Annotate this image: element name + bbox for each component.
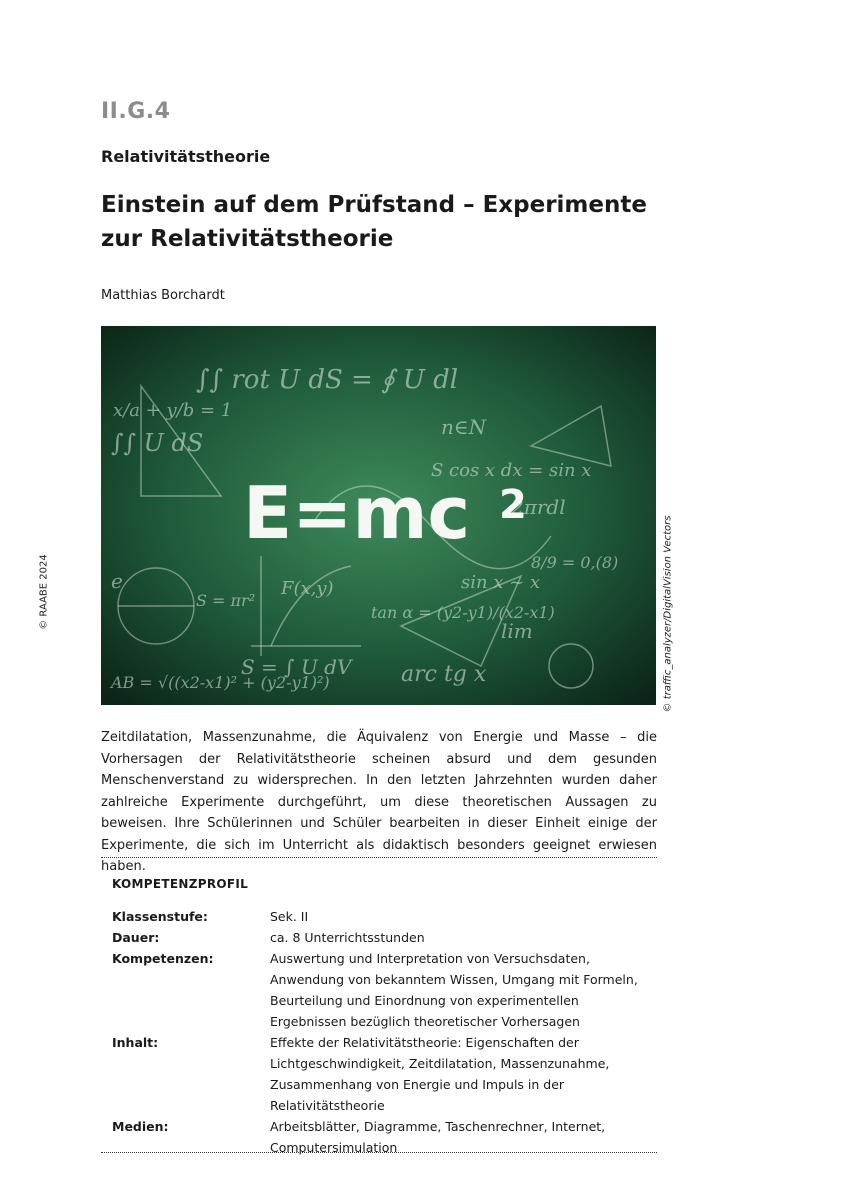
unit-code: II.G.4 <box>101 99 171 124</box>
chalk-formula: n∈N <box>441 415 487 439</box>
formula-text: E=mc <box>243 471 471 555</box>
chalk-formula: S cos x dx = sin x <box>431 460 592 481</box>
profile-value: Sek. II <box>270 909 309 924</box>
profile-value: Arbeitsblätter, Diagramme, Taschenrechner, Internet, Computersimulation <box>270 1119 606 1155</box>
chalk-formula: lim <box>501 619 533 643</box>
chalk-formula: AB = √((x2-x1)² + (y2-y1)²) <box>111 673 330 692</box>
page-title: Einstein auf dem Prüfstand – Experimente zur Relativitätstheorie <box>101 192 647 252</box>
topic-heading: Relativitätstheorie <box>101 147 271 166</box>
divider-bottom <box>101 1152 657 1153</box>
chalk-formula: e <box>111 569 123 593</box>
formula-exponent: 2 <box>499 482 527 528</box>
profile-label: Klassenstufe: <box>112 909 208 924</box>
profile-label: Dauer: <box>112 930 160 945</box>
profile-value: ca. 8 Unterrichtsstunden <box>270 930 425 945</box>
chalk-formula: S = πr² <box>196 591 256 610</box>
chalkboard-image <box>101 326 656 705</box>
profile-label: Medien: <box>112 1119 169 1134</box>
divider-top <box>101 857 657 858</box>
chalk-formula: 8/9 = 0,(8) <box>531 553 619 572</box>
chalk-formula: x/a + y/b = 1 <box>113 400 233 421</box>
profile-heading: KOMPETENZPROFIL <box>112 877 249 891</box>
competence-profile <box>112 906 642 1158</box>
author-name: Matthias Borchardt <box>101 288 225 303</box>
profile-label: Kompetenzen: <box>112 951 214 966</box>
profile-row-grade <box>112 906 642 927</box>
profile-row-competences <box>112 948 642 1032</box>
profile-label: Inhalt: <box>112 1035 159 1050</box>
chalk-formula: ∫∫ U dS <box>111 429 204 457</box>
chalk-formula: 2πrdl <box>511 495 566 519</box>
chalk-formula: arc tg x <box>401 662 487 687</box>
chalk-formula: S = ∫ U dV <box>241 655 352 679</box>
chalk-formula: sin x ~ x <box>461 572 541 593</box>
chalk-formula: tan α = (y2-y1)/(x2-x1) <box>371 603 555 622</box>
profile-row-content <box>112 1032 642 1116</box>
chalk-formula: F(x,y) <box>281 578 334 599</box>
profile-row-duration <box>112 927 642 948</box>
copyright-notice: © RAABE 2024 <box>38 554 50 630</box>
profile-value: Effekte der Relativitätstheorie: Eigenschaften der Lichtgeschwindigkeit, Zeitdilatation, Massenzunahme, Zusammenhang von Energie und Impuls in der Relativitätstheorie <box>270 1035 610 1113</box>
chalk-formula: ∫∫ rot U dS = ∮ U dl <box>196 365 459 395</box>
intro-paragraph: Zeitdilatation, Massenzunahme, die Äquivalenz von Energie und Masse – die Vorhersagen der Relativitätstheorie scheinen absurd und dem gesunden Menschenverstand zu widersprechen. In den letzten Jahrzehnten wurden daher zahlreiche Experimente durchgeführt, um diese theoretischen Aussagen zu beweisen. Ihre Schülerinnen und Schüler bearbeiten in dieser Einheit einige der Experimente, die sich im Unterricht als didaktisch besonders geeignet erwiesen haben. <box>101 730 657 874</box>
profile-value: Auswertung und Interpretation von Versuchsdaten, Anwendung von bekanntem Wissen, Umgang mit Formeln, Beurteilung und Einordnung von experimentellen Ergebnissen bezüglich theoretischer Vorhersagen <box>270 951 638 1029</box>
image-credit: © traffic_analyzer/DigitalVision Vectors <box>662 515 674 713</box>
